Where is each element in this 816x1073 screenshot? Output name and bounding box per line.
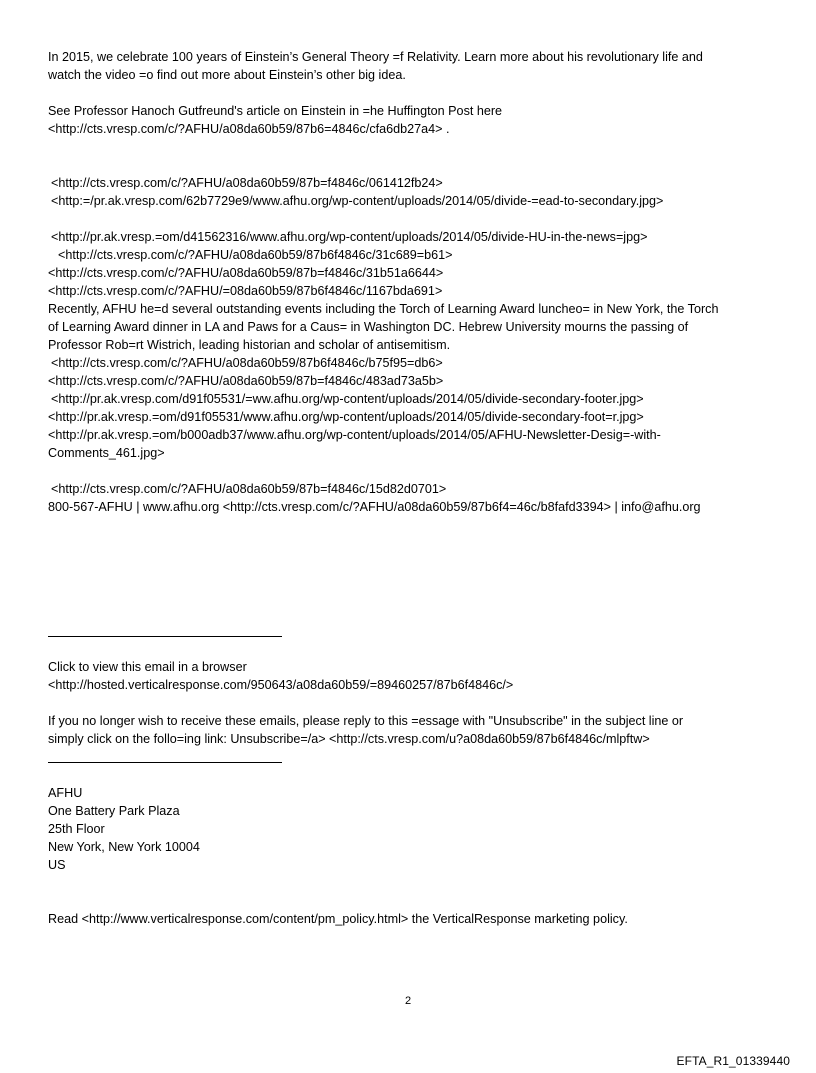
intro-line-1: In 2015, we celebrate 100 years of Einstein’s General Theory =f Relativity. Learn more about his revolutionary life and — [48, 50, 703, 64]
intro-line-2: watch the video =o find out more about Einstein’s other big idea. — [48, 68, 406, 82]
link-divider-image-1[interactable]: <http:=/pr.ak.vresp.com/62b7729e9/www.afhu.org/wp-content/uploads/2014/05/divide-=ead-to-secondary.jpg> — [51, 194, 664, 208]
view-in-browser-link[interactable]: <http://hosted.verticalresponse.com/950643/a08da60b59/=89460257/87b6f4846c/> — [48, 678, 514, 692]
link-divider-news-image[interactable]: <http://pr.ak.vresp.=om/d41562316/www.afhu.org/wp-content/uploads/2014/05/divide-HU-in-the-news=jpg> — [51, 230, 648, 244]
link-events-2[interactable]: <http://cts.vresp.com/c/?AFHU/a08da60b59/87b=f4846c/483ad73a5b> — [48, 374, 444, 388]
link-news-2[interactable]: <http://cts.vresp.com/c/?AFHU/a08da60b59/87b=f4846c/31b51a6644> — [48, 266, 444, 280]
address-floor: 25th Floor — [48, 822, 105, 836]
divider-rule-2 — [48, 762, 282, 763]
document-stamp: EFTA_R1_01339440 — [676, 1054, 790, 1068]
link-contact[interactable]: <http://cts.vresp.com/c/?AFHU/a08da60b59/87b=f4846c/15d82d0701> — [51, 482, 447, 496]
page-number: 2 — [404, 995, 412, 1007]
unsubscribe-line-1: If you no longer wish to receive these emails, please reply to this =essage with "Unsubscribe" in the subject line or — [48, 714, 684, 728]
address-country: US — [48, 858, 66, 872]
address-org: AFHU — [48, 786, 83, 800]
link-newsletter-image-1[interactable]: <http://pr.ak.vresp.=om/b000adb37/www.afhu.org/wp-content/uploads/2014/05/AFHU-Newsletter-Desig=-with- — [48, 428, 661, 442]
divider-rule-1 — [48, 636, 282, 637]
link-footer-divider-1[interactable]: <http://pr.ak.vresp.com/d91f05531/=ww.afhu.org/wp-content/uploads/2014/05/divide-secondary-footer.jpg> — [51, 392, 644, 406]
unsubscribe-link[interactable]: simply click on the follo=ing link: Unsubscribe=/a> <http://cts.vresp.com/u?a08da60b59/87b6f4846c/mlpftw> — [48, 732, 650, 746]
link-newsletter-image-2[interactable]: Comments_461.jpg> — [48, 446, 165, 460]
events-line-1: Recently, AFHU he=d several outstanding events including the Torch of Learning Award luncheo= in New York, the Torch — [48, 302, 719, 316]
events-line-3: Professor Rob=rt Wistrich, leading historian and scholar of antisemitism. — [48, 338, 451, 352]
address-city: New York, New York 10004 — [48, 840, 200, 854]
huffington-line-1: See Professor Hanoch Gutfreund's article on Einstein in =he Huffington Post here — [48, 104, 503, 118]
link-events-1[interactable]: <http://cts.vresp.com/c/?AFHU/a08da60b59/87b6f4846c/b75f95=db6> — [51, 356, 443, 370]
link-divider-1[interactable]: <http://cts.vresp.com/c/?AFHU/a08da60b59/87b=f4846c/061412fb24> — [51, 176, 443, 190]
address-street: One Battery Park Plaza — [48, 804, 180, 818]
policy-link[interactable]: Read <http://www.verticalresponse.com/content/pm_policy.html> the VerticalResponse marketing policy. — [48, 912, 628, 926]
view-in-browser-text: Click to view this email in a browser — [48, 660, 247, 674]
link-news-1[interactable]: <http://cts.vresp.com/c/?AFHU/a08da60b59/87b6f4846c/31c689=b61> — [58, 248, 453, 262]
link-news-3[interactable]: <http://cts.vresp.com/c/?AFHU/=08da60b59/87b6f4846c/1167bda691> — [48, 284, 443, 298]
link-footer-divider-2[interactable]: <http://pr.ak.vresp.=om/d91f05531/www.afhu.org/wp-content/uploads/2014/05/divide-secondary-foot=r.jpg> — [48, 410, 644, 424]
contact-line: 800-567-AFHU | www.afhu.org <http://cts.vresp.com/c/?AFHU/a08da60b59/87b6f4=46c/b8fafd3394> | info@afhu.org — [48, 500, 701, 514]
huffington-link[interactable]: <http://cts.vresp.com/c/?AFHU/a08da60b59/87b6=4846c/cfa6db27a4> . — [48, 122, 450, 136]
events-line-2: of Learning Award dinner in LA and Paws for a Caus= in Washington DC. Hebrew University mourns the passing of — [48, 320, 689, 334]
